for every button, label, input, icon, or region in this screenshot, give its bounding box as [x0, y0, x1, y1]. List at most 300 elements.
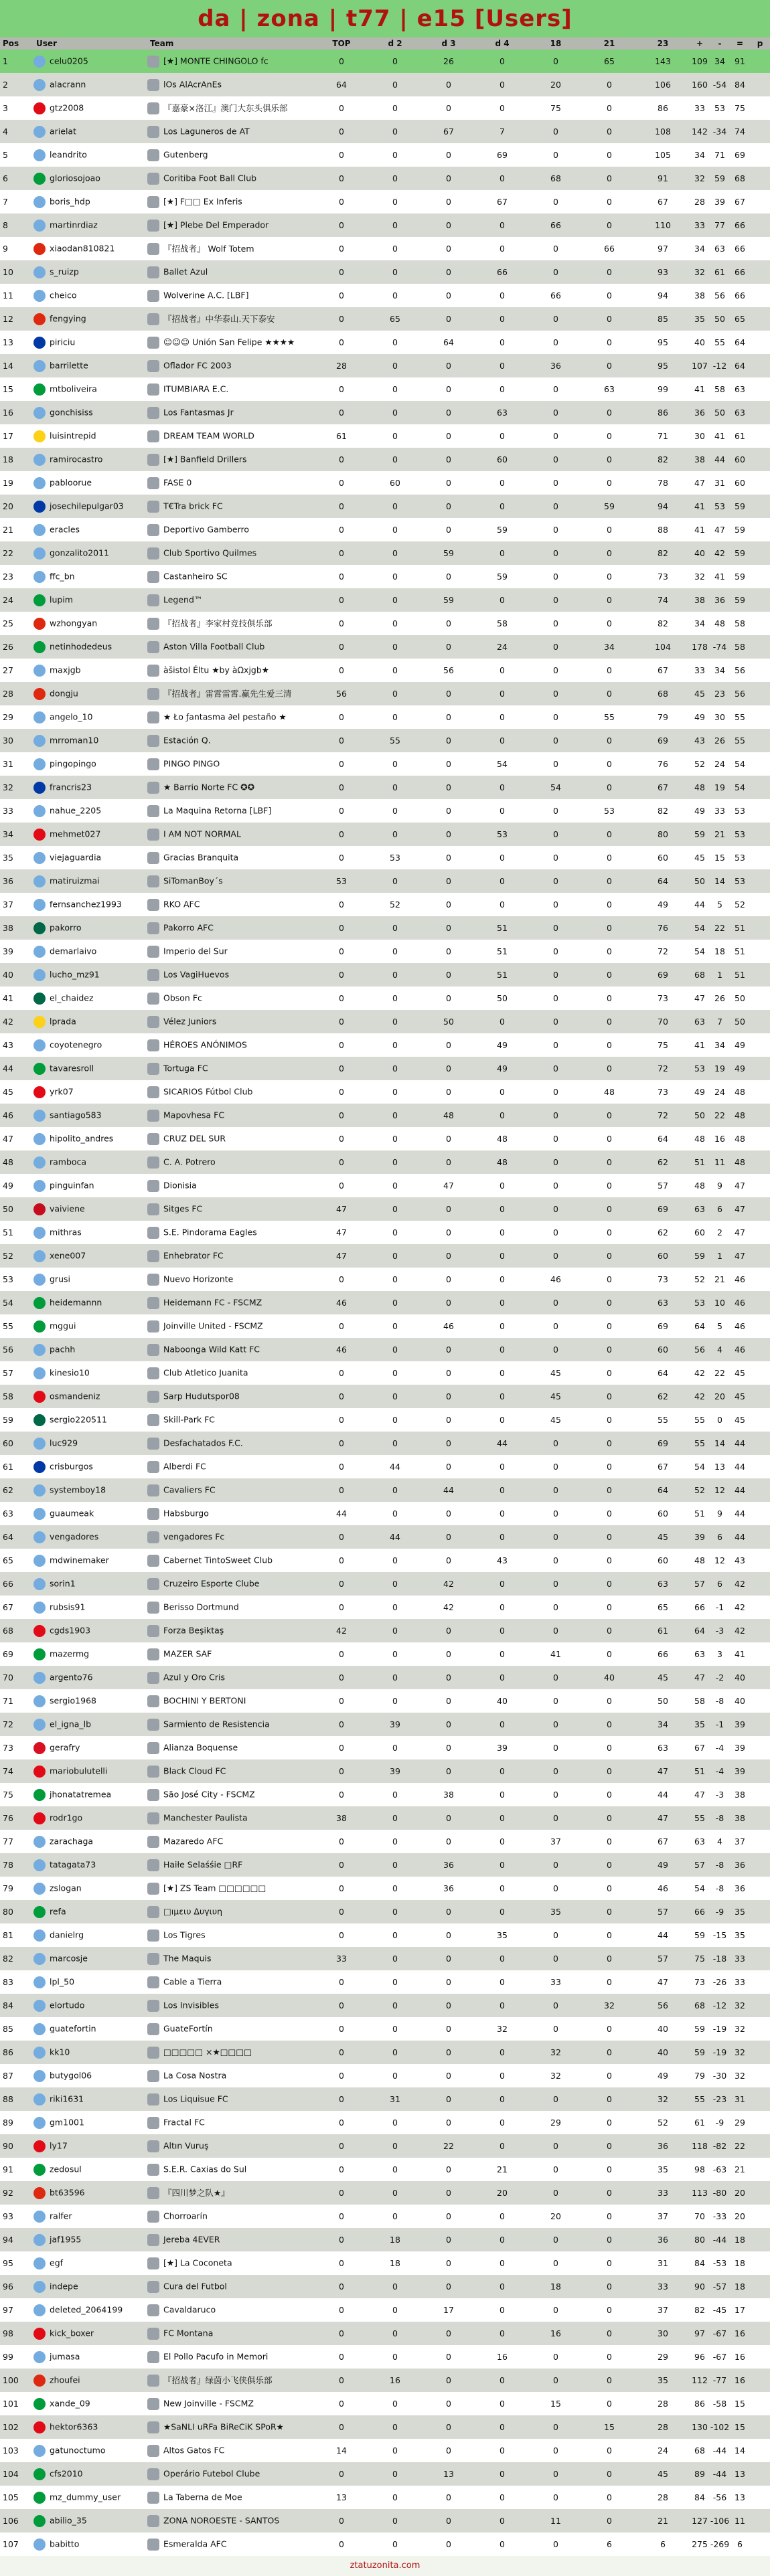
- score-cell: 53: [710, 96, 730, 120]
- team-link[interactable]: Cavaliers FC: [163, 1484, 216, 1494]
- score-cell: 6: [710, 1572, 730, 1596]
- user-link[interactable]: lupim: [50, 594, 73, 604]
- team-link[interactable]: Berisso Dortmund: [163, 1602, 239, 1612]
- user-link[interactable]: butygol06: [50, 2070, 92, 2080]
- user-link[interactable]: wzhongyan: [50, 618, 98, 628]
- team-link[interactable]: SiTomanBoy´s: [163, 875, 223, 885]
- team-link[interactable]: Haiłe Selaśśie □RF: [163, 1859, 243, 1869]
- team-link[interactable]: DREAM TEAM WORLD: [163, 430, 254, 440]
- user-link[interactable]: lpl_50: [50, 1976, 75, 1986]
- team-link[interactable]: MAZER SAF: [163, 1648, 212, 1658]
- column-header[interactable]: 23: [636, 37, 690, 50]
- user-link[interactable]: cheico: [50, 290, 77, 300]
- user-link[interactable]: bt63596: [50, 2187, 85, 2197]
- user-link[interactable]: argento76: [50, 1672, 93, 1682]
- user-link[interactable]: cfs2010: [50, 2468, 83, 2478]
- user-link[interactable]: ramirocastro: [50, 454, 103, 464]
- team-link[interactable]: Los Liquisue FC: [163, 2093, 228, 2103]
- team-link[interactable]: Tortuga FC: [163, 1063, 208, 1073]
- score-cell: -2: [710, 1666, 730, 1689]
- user-link[interactable]: josechilepulgar03: [50, 501, 124, 511]
- team-link[interactable]: Enhebrator FC: [163, 1250, 224, 1260]
- user-link[interactable]: martinrdiaz: [50, 220, 98, 230]
- user-link[interactable]: gonzalito2011: [50, 547, 110, 557]
- team-link[interactable]: Skill-Park FC: [163, 1414, 216, 1424]
- team-link[interactable]: Aston Villa Football Club: [163, 641, 265, 651]
- user-link[interactable]: ramboca: [50, 1156, 87, 1167]
- user-link[interactable]: kick_boxer: [50, 2328, 94, 2338]
- team-link[interactable]: Operário Futebol Clube: [163, 2468, 260, 2478]
- team-link[interactable]: 『招战者』中华泰山.天下泰安: [163, 313, 275, 324]
- user-link[interactable]: mazermg: [50, 1648, 90, 1658]
- score-cell: 33: [315, 1947, 368, 1970]
- user-link[interactable]: riki1631: [50, 2093, 84, 2103]
- user-link[interactable]: babitto: [50, 2539, 80, 2549]
- user-link[interactable]: jaf1955: [50, 2234, 82, 2244]
- user-link[interactable]: jumasa: [50, 2351, 80, 2361]
- table-row: [0, 986, 770, 1010]
- points-cell: [750, 377, 770, 401]
- column-header[interactable]: d 3: [422, 37, 475, 50]
- score-cell: 59: [730, 518, 750, 541]
- team-link[interactable]: Mazaredo AFC: [163, 1836, 224, 1846]
- team-link[interactable]: SICARIOS Fútbol Club: [163, 1086, 253, 1096]
- column-header[interactable]: User: [33, 37, 147, 50]
- score-cell: 16: [730, 2369, 750, 2392]
- team-link[interactable]: GuateFortín: [163, 2023, 213, 2033]
- team-link[interactable]: La Cosa Nostra: [163, 2070, 227, 2080]
- user-link[interactable]: santiago583: [50, 1110, 102, 1120]
- user-link[interactable]: mdwinemaker: [50, 1555, 109, 1565]
- country-flag-icon: [33, 196, 46, 208]
- team-link[interactable]: Sitges FC: [163, 1203, 203, 1213]
- user-link[interactable]: mithras: [50, 1227, 82, 1237]
- team-link[interactable]: 『招战者』李家村竞技俱乐部: [163, 618, 273, 628]
- team-link[interactable]: vengadores Fc: [163, 1531, 225, 1541]
- team-link[interactable]: I AM NOT NORMAL: [163, 829, 241, 839]
- score-cell: 0: [315, 1596, 368, 1619]
- user-link[interactable]: mehmet027: [50, 829, 101, 839]
- team-link[interactable]: Club Sportivo Quilmes: [163, 547, 257, 557]
- team-link[interactable]: [★] La Coconeta: [163, 2257, 232, 2267]
- team-link[interactable]: àšistol Éltu ★by àΩxjgb★: [163, 665, 269, 675]
- team-link[interactable]: Joinville United - FSCMZ: [163, 1320, 263, 1330]
- team-link[interactable]: S.E. Pindorama Eagles: [163, 1227, 257, 1237]
- score-cell: -1: [710, 1596, 730, 1619]
- team-link[interactable]: Gracias Branquita: [163, 852, 239, 862]
- user-link[interactable]: pachh: [50, 1344, 76, 1354]
- user-link[interactable]: luisintrepid: [50, 430, 96, 440]
- score-cell: 0: [368, 167, 422, 190]
- user-link[interactable]: elortudo: [50, 2000, 85, 2010]
- column-header[interactable]: =: [730, 37, 750, 50]
- score-cell: 0: [422, 354, 475, 377]
- team-link[interactable]: ★SaNLI uRFa BiReCiK SPoR★: [163, 2421, 284, 2431]
- user-link[interactable]: s_ruizp: [50, 266, 79, 276]
- column-header[interactable]: Team: [147, 37, 315, 50]
- team-link[interactable]: Fractal FC: [163, 2117, 205, 2127]
- user-link[interactable]: indepe: [50, 2281, 78, 2291]
- user-cell: [33, 1385, 147, 1408]
- user-link[interactable]: piriciu: [50, 337, 76, 347]
- team-link[interactable]: lOs AlAcrAnEs: [163, 79, 222, 89]
- score-cell: 49: [690, 799, 710, 823]
- user-link[interactable]: pabloorue: [50, 477, 92, 487]
- team-link[interactable]: Los VagiHuevos: [163, 969, 230, 979]
- score-cell: 0: [422, 1150, 475, 1174]
- user-link[interactable]: grusi: [50, 1274, 70, 1284]
- team-link[interactable]: La Maquina Retorna [LBF]: [163, 805, 272, 815]
- team-link[interactable]: Cruzeiro Esporte Clube: [163, 1578, 260, 1588]
- score-cell: -67: [710, 2345, 730, 2369]
- user-link[interactable]: mrroman10: [50, 735, 99, 745]
- score-cell: 86: [636, 96, 690, 120]
- team-link[interactable]: ★ Ło ƒantasma ∂el pestaño ★: [163, 711, 287, 721]
- team-link[interactable]: Forza Beşiktaş: [163, 1625, 224, 1635]
- team-link[interactable]: Desfachatados F.C.: [163, 1438, 243, 1448]
- team-link[interactable]: Imperio del Sur: [163, 946, 228, 956]
- score-cell: 0: [422, 2345, 475, 2369]
- user-link[interactable]: dongju: [50, 688, 78, 698]
- user-link[interactable]: zhoufei: [50, 2375, 80, 2385]
- team-link[interactable]: FC Montana: [163, 2328, 214, 2338]
- user-link[interactable]: nahue_2205: [50, 805, 102, 815]
- team-link[interactable]: Azul y Oro Cris: [163, 1672, 226, 1682]
- user-link[interactable]: cgds1903: [50, 1625, 91, 1635]
- score-cell: 0: [368, 1385, 422, 1408]
- user-link[interactable]: sergio1968: [50, 1695, 96, 1705]
- user-link[interactable]: gloriosojoao: [50, 173, 100, 183]
- score-cell: 54: [690, 940, 710, 963]
- team-link[interactable]: ZONA NOROESTE - SANTOS: [163, 2515, 280, 2525]
- score-cell: -15: [710, 1923, 730, 1947]
- user-link[interactable]: rodr1go: [50, 1812, 83, 1822]
- user-link[interactable]: eracles: [50, 524, 80, 534]
- score-cell: 66: [690, 1900, 710, 1923]
- team-link[interactable]: Los Tigres: [163, 1929, 206, 1940]
- team-link[interactable]: Habsburgo: [163, 1508, 209, 1518]
- score-cell: 82: [690, 2298, 710, 2322]
- country-flag-icon: [33, 1227, 46, 1239]
- team-link[interactable]: Gutenberg: [163, 149, 208, 159]
- score-cell: 47: [636, 1806, 690, 1830]
- team-link[interactable]: ITUMBIARA E.C.: [163, 383, 229, 394]
- team-link[interactable]: Vélez Juniors: [163, 1016, 217, 1026]
- column-header[interactable]: d 4: [475, 37, 529, 50]
- score-cell: 0: [422, 2392, 475, 2415]
- team-link[interactable]: Castanheiro SC: [163, 571, 228, 581]
- score-cell: 53: [730, 869, 750, 893]
- user-link[interactable]: angelo_10: [50, 711, 93, 721]
- user-link[interactable]: pingopingo: [50, 758, 96, 768]
- score-cell: 0: [422, 869, 475, 893]
- team-link[interactable]: Estación Q.: [163, 735, 211, 745]
- user-link[interactable]: egf: [50, 2257, 64, 2267]
- user-link[interactable]: hipolito_andres: [50, 1133, 114, 1143]
- score-cell: 0: [368, 401, 422, 424]
- country-flag-icon: [33, 852, 46, 864]
- score-cell: 0: [422, 1525, 475, 1549]
- user-link[interactable]: ralfer: [50, 2211, 72, 2221]
- team-link[interactable]: Nuevo Horizonte: [163, 1274, 234, 1284]
- score-cell: 0: [475, 331, 529, 354]
- team-link[interactable]: [★] Plebe Del Emperador: [163, 220, 269, 230]
- user-link[interactable]: matiruizmai: [50, 875, 100, 885]
- score-cell: 53: [730, 846, 750, 869]
- score-cell: 71: [636, 424, 690, 448]
- user-link[interactable]: boris_hdp: [50, 196, 90, 206]
- user-link[interactable]: luc929: [50, 1438, 78, 1448]
- team-link[interactable]: □ıμειυ Δυγιυη: [163, 1906, 222, 1916]
- user-link[interactable]: gonchisiss: [50, 407, 93, 417]
- user-link[interactable]: vengadores: [50, 1531, 99, 1541]
- user-link[interactable]: gtz2008: [50, 102, 84, 112]
- team-link[interactable]: São José City - FSCMZ: [163, 1789, 255, 1799]
- score-cell: 0: [368, 1572, 422, 1596]
- user-link[interactable]: ly17: [50, 2140, 68, 2150]
- user-link[interactable]: mtboliveira: [50, 383, 97, 394]
- score-cell: 0: [529, 963, 583, 986]
- user-link[interactable]: yrk07: [50, 1086, 74, 1096]
- user-link[interactable]: sorin1: [50, 1578, 76, 1588]
- team-link[interactable]: 『四川梦之队★』: [163, 2187, 230, 2198]
- user-link[interactable]: tavaresroll: [50, 1063, 94, 1073]
- team-link[interactable]: T€Tra brick FC: [163, 501, 223, 511]
- user-link[interactable]: kinesio10: [50, 1367, 90, 1377]
- team-link[interactable]: Legend™: [163, 594, 203, 604]
- team-link[interactable]: □□□□□ ×★□□□□: [163, 2047, 252, 2057]
- team-link[interactable]: Deportivo Gamberro: [163, 524, 250, 534]
- team-link[interactable]: Black Cloud FC: [163, 1766, 226, 1776]
- team-link[interactable]: [★] MONTE CHINGOLO fc: [163, 56, 268, 66]
- score-cell: 59: [730, 565, 750, 588]
- team-link[interactable]: Los Invisibles: [163, 2000, 219, 2010]
- user-link[interactable]: fernsanchez1993: [50, 899, 122, 909]
- user-link[interactable]: leandrito: [50, 149, 87, 159]
- team-link[interactable]: 『招战者』 Wolf Totem: [163, 243, 254, 254]
- team-link[interactable]: Pakorro AFC: [163, 922, 214, 932]
- team-link[interactable]: El Pollo Pacufo in Memori: [163, 2351, 268, 2361]
- team-link[interactable]: Naboonga Wild Katt FC: [163, 1344, 260, 1354]
- user-link[interactable]: zslogan: [50, 1883, 82, 1893]
- user-link[interactable]: coyotenegro: [50, 1039, 102, 1049]
- score-cell: 55: [710, 331, 730, 354]
- user-link[interactable]: barrilette: [50, 360, 88, 370]
- user-link[interactable]: heidemannn: [50, 1297, 102, 1307]
- user-cell: [33, 2322, 147, 2345]
- table-row: [0, 2111, 770, 2134]
- team-link[interactable]: Altos Gatos FC: [163, 2445, 225, 2455]
- score-cell: 64: [422, 331, 475, 354]
- table-row: [0, 1923, 770, 1947]
- user-link[interactable]: mz_dummy_user: [50, 2492, 121, 2502]
- team-link[interactable]: Jereba 4EVER: [163, 2234, 220, 2244]
- user-link[interactable]: fengying: [50, 313, 86, 323]
- user-link[interactable]: viejaguardia: [50, 852, 102, 862]
- user-link[interactable]: maxjgb: [50, 665, 81, 675]
- column-header[interactable]: TOP: [315, 37, 368, 50]
- score-cell: 0: [368, 96, 422, 120]
- table-row: [0, 143, 770, 167]
- score-cell: 0: [583, 73, 636, 96]
- user-link[interactable]: lucho_mz91: [50, 969, 100, 979]
- team-link[interactable]: Coritiba Foot Ball Club: [163, 173, 257, 183]
- team-link[interactable]: Sarp Hudutspor08: [163, 1391, 240, 1401]
- team-link[interactable]: Esmeralda AFC: [163, 2539, 227, 2549]
- table-row: [0, 2064, 770, 2087]
- column-header[interactable]: 18: [529, 37, 583, 50]
- team-link[interactable]: La Taberna de Moe: [163, 2492, 242, 2502]
- table-row: [0, 307, 770, 331]
- team-link[interactable]: [★] Banfield Drillers: [163, 454, 247, 464]
- user-link[interactable]: refa: [50, 1906, 66, 1916]
- user-link[interactable]: xene007: [50, 1250, 86, 1260]
- table-row: [0, 1877, 770, 1900]
- rank-cell: 96: [0, 2275, 33, 2298]
- column-header[interactable]: 21: [583, 37, 636, 50]
- user-link[interactable]: jhonatatremea: [50, 1789, 112, 1799]
- team-link[interactable]: Oflador FC 2003: [163, 360, 232, 370]
- user-link[interactable]: mariobulutelli: [50, 1766, 108, 1776]
- footer-link[interactable]: ztatuzonita.com: [350, 2561, 420, 2571]
- team-link[interactable]: The Maquis: [163, 1953, 212, 1963]
- user-link[interactable]: kk10: [50, 2047, 70, 2057]
- score-cell: 34: [583, 635, 636, 659]
- team-link[interactable]: Cabernet TintoSweet Club: [163, 1555, 273, 1565]
- user-link[interactable]: mggui: [50, 1320, 76, 1330]
- user-link[interactable]: gerafry: [50, 1742, 80, 1752]
- score-cell: 0: [475, 73, 529, 96]
- team-link[interactable]: PINGO PINGO: [163, 758, 220, 768]
- score-cell: 0: [315, 1572, 368, 1596]
- user-link[interactable]: xande_09: [50, 2398, 90, 2408]
- team-link[interactable]: ★ Barrio Norte FC ✪✪: [163, 782, 255, 792]
- user-link[interactable]: celu0205: [50, 56, 88, 66]
- team-link[interactable]: Obson Fc: [163, 993, 202, 1003]
- user-link[interactable]: francris23: [50, 782, 92, 792]
- team-link[interactable]: New Joinville - FSCMZ: [163, 2398, 254, 2408]
- user-link[interactable]: gm1001: [50, 2117, 84, 2127]
- team-link[interactable]: S.E.R. Caxias do Sul: [163, 2164, 247, 2174]
- score-cell: 61: [710, 260, 730, 284]
- team-link[interactable]: Cable a Tierra: [163, 1976, 222, 1986]
- country-flag-icon: [33, 735, 46, 747]
- user-link[interactable]: pakorro: [50, 922, 82, 932]
- team-link[interactable]: Cura del Futbol: [163, 2281, 227, 2291]
- user-link[interactable]: sergio220511: [50, 1414, 107, 1424]
- user-link[interactable]: guaumeak: [50, 1508, 94, 1518]
- score-cell: 0: [422, 1713, 475, 1736]
- team-link[interactable]: Chorroarín: [163, 2211, 208, 2221]
- user-link[interactable]: systemboy18: [50, 1484, 106, 1494]
- score-cell: 16: [529, 2322, 583, 2345]
- team-link[interactable]: [★] ZS Team □□□□□□: [163, 1883, 266, 1893]
- user-link[interactable]: zarachaga: [50, 1836, 94, 1846]
- user-link[interactable]: abilio_35: [50, 2515, 87, 2525]
- team-link[interactable]: Club Atletico Juanita: [163, 1367, 248, 1377]
- team-link[interactable]: Los Fantasmas Jr: [163, 407, 234, 417]
- user-link[interactable]: danielrg: [50, 1929, 84, 1940]
- user-link[interactable]: netinhodedeus: [50, 641, 112, 651]
- team-link[interactable]: Cavaldaruco: [163, 2304, 216, 2314]
- team-link[interactable]: Sarmiento de Resistencia: [163, 1719, 270, 1729]
- team-link[interactable]: CRUZ DEL SUR: [163, 1133, 226, 1143]
- team-shield-icon: [147, 1953, 159, 1965]
- user-link[interactable]: ffc_bn: [50, 571, 75, 581]
- team-link[interactable]: 『嘉豪×洛江』澳门大东头俱乐部: [163, 102, 288, 113]
- score-cell: 0: [422, 705, 475, 729]
- user-link[interactable]: pinguinfan: [50, 1180, 94, 1190]
- user-link[interactable]: hektor6363: [50, 2421, 98, 2431]
- user-link[interactable]: arielat: [50, 126, 76, 136]
- team-link[interactable]: RKO AFC: [163, 899, 200, 909]
- user-link[interactable]: deleted_2064199: [50, 2304, 123, 2314]
- team-link[interactable]: Alberdi FC: [163, 1461, 206, 1471]
- team-link[interactable]: Heidemann FC - FSCMZ: [163, 1297, 262, 1307]
- team-link[interactable]: C. A. Potrero: [163, 1156, 216, 1167]
- score-cell: 64: [690, 1619, 710, 1642]
- column-header[interactable]: p: [750, 37, 770, 50]
- score-cell: 0: [583, 2439, 636, 2462]
- user-link[interactable]: guatefortin: [50, 2023, 96, 2033]
- user-link[interactable]: rubsis91: [50, 1602, 86, 1612]
- user-link[interactable]: osmandeniz: [50, 1391, 100, 1401]
- user-link[interactable]: zedosul: [50, 2164, 82, 2174]
- user-link[interactable]: alacrann: [50, 79, 86, 89]
- team-link[interactable]: 『招战者』雷霄雷霄.赢先生爱三清: [163, 688, 292, 699]
- score-cell: 6: [583, 2532, 636, 2556]
- team-link[interactable]: Altın Vuruş: [163, 2140, 209, 2150]
- score-cell: 19: [710, 776, 730, 799]
- score-cell: 13: [730, 2486, 750, 2509]
- team-link[interactable]: FASE 0: [163, 477, 192, 487]
- team-link[interactable]: HÉROES ANÓNIMOS: [163, 1039, 247, 1049]
- user-link[interactable]: marcosje: [50, 1953, 88, 1963]
- column-header[interactable]: d 2: [368, 37, 422, 50]
- column-header[interactable]: -: [710, 37, 730, 50]
- score-cell: 37: [636, 2298, 690, 2322]
- score-cell: 82: [636, 612, 690, 635]
- team-link[interactable]: Mapovhesa FC: [163, 1110, 225, 1120]
- team-link[interactable]: Los Laguneros de AT: [163, 126, 250, 136]
- user-link[interactable]: gatunoctumo: [50, 2445, 106, 2455]
- column-header[interactable]: Pos: [0, 37, 33, 50]
- team-link[interactable]: Manchester Paulista: [163, 1812, 248, 1822]
- user-cell: [33, 213, 147, 237]
- user-link[interactable]: demarlaivo: [50, 946, 97, 956]
- user-link[interactable]: crisburgos: [50, 1461, 93, 1471]
- user-link[interactable]: el_chaidez: [50, 993, 94, 1003]
- team-link[interactable]: BOCHINI Y BERTONI: [163, 1695, 246, 1705]
- team-link[interactable]: 『招战者』绿茵小飞侠俱乐部: [163, 2375, 273, 2385]
- user-link[interactable]: vaiviene: [50, 1203, 85, 1213]
- team-link[interactable]: [★] F□□ Ex Inferis: [163, 196, 242, 206]
- score-cell: 63: [583, 377, 636, 401]
- team-cell: [147, 1244, 315, 1268]
- user-link[interactable]: xiaodan810821: [50, 243, 115, 253]
- team-link[interactable]: Alianza Boquense: [163, 1742, 238, 1752]
- user-link[interactable]: lprada: [50, 1016, 76, 1026]
- team-link[interactable]: ☺☺☺ Unión San Felipe ★★★★: [163, 337, 295, 347]
- column-header[interactable]: +: [690, 37, 710, 50]
- user-link[interactable]: tatagata73: [50, 1859, 96, 1869]
- score-cell: 6: [710, 1197, 730, 1221]
- team-link[interactable]: Wolverine A.C. [LBF]: [163, 290, 249, 300]
- team-link[interactable]: Ballet Azul: [163, 266, 208, 276]
- score-cell: 69: [475, 143, 529, 167]
- team-link[interactable]: Dionisia: [163, 1180, 197, 1190]
- user-link[interactable]: el_igna_lb: [50, 1719, 92, 1729]
